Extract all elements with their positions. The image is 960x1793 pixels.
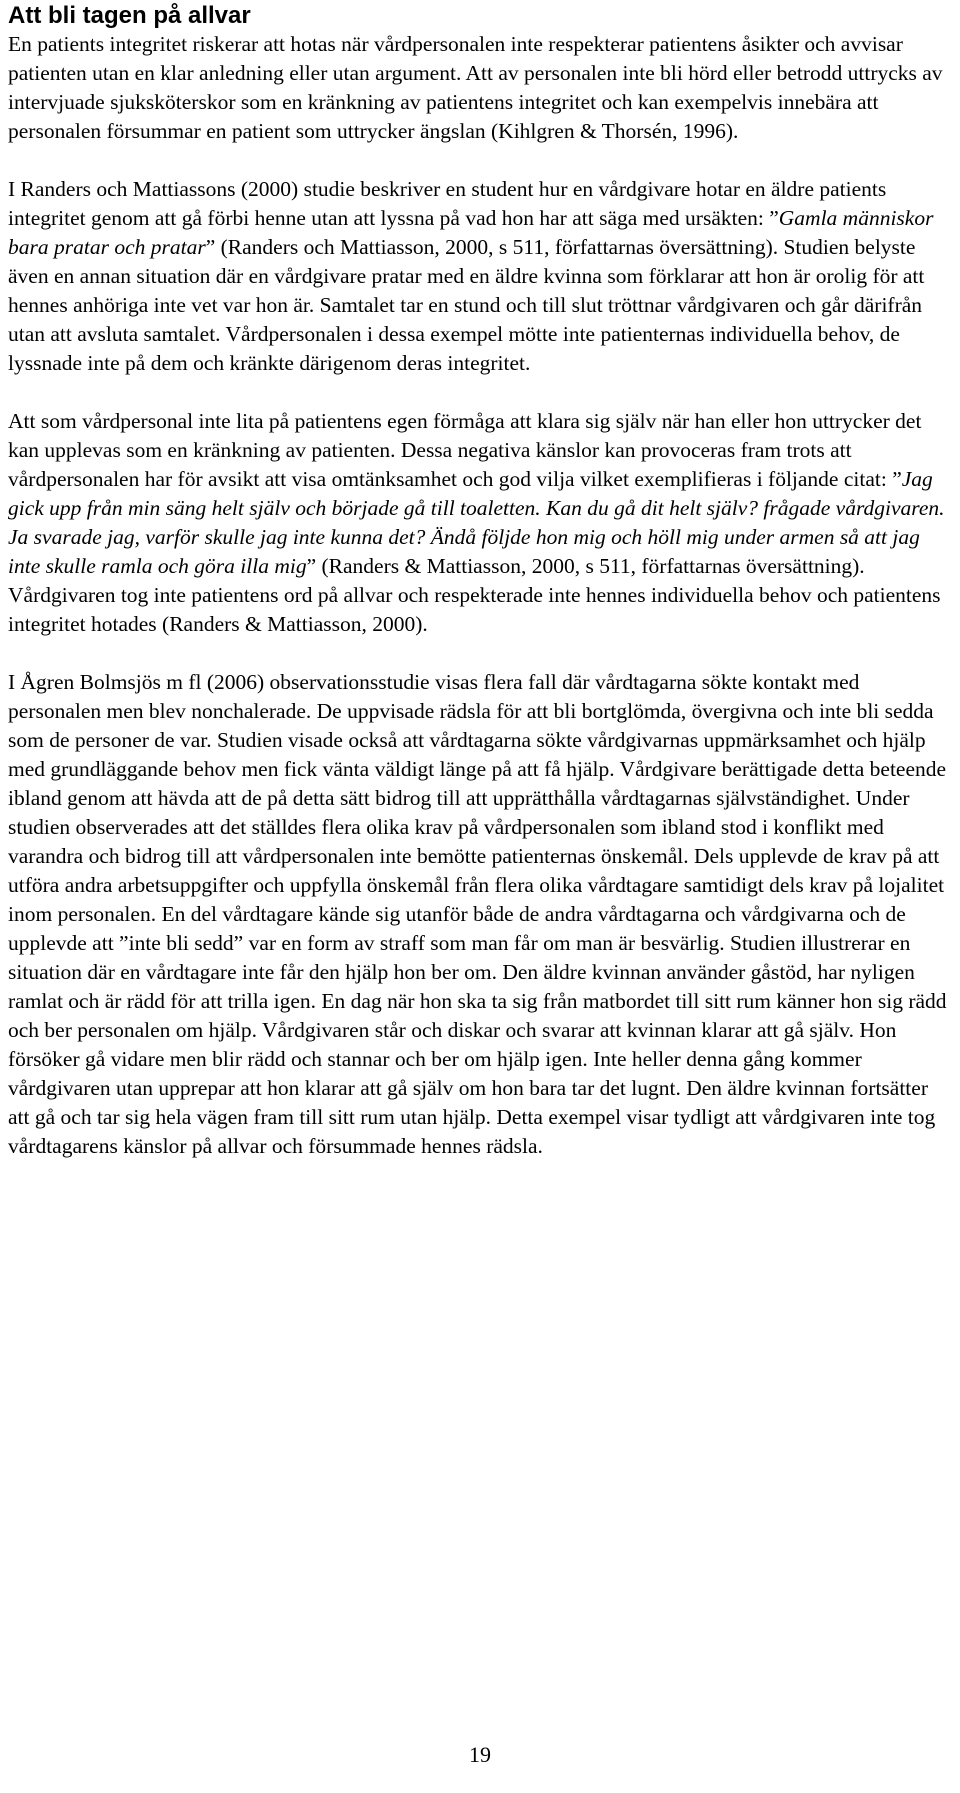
page-number: 19: [469, 1742, 491, 1767]
paragraph-4: [8, 668, 948, 1161]
paragraph-text: Att som vårdpersonal inte lita på patientens egen förmåga att klara sig själv när han eller hon uttrycker det kan upplevas som en kränkning av patienten. Dessa negativa känslor kan provoceras fram trots att vårdpersonalen har för avsikt att visa omtänksamhet och god vilja vilket exemplifieras i följande citat: ”: [8, 409, 922, 491]
paragraph-gap: [8, 378, 948, 407]
paragraph-gap: [8, 639, 948, 668]
document-page: [8, 0, 948, 1161]
paragraph-text: I Randers och Mattiassons (2000) studie beskriver en student hur en vårdgivare hotar en äldre patients integritet genom att gå förbi henne utan att lyssna på vad hon har att säga med ursäkten: ”: [8, 177, 887, 230]
paragraph-text: ” (Randers och Mattiasson, 2000, s 511, författarnas översättning). Studien belyste även en annan situation där en vårdgivare pratar med en äldre kvinna som förklarar att hon är orolig för att hennes anhöriga inte vet var hon är. Samtalet tar en stund och till slut tröttnar vårdgivaren och går därifrån utan att avsluta samtalet. Vårdpersonalen i dessa exempel mötte inte patienternas individuella behov, de lyssnade inte på dem och kränkte därigenom deras integritet.: [8, 235, 925, 375]
paragraph-text: En patients integritet riskerar att hotas när vårdpersonalen inte respekterar patientens åsikter och avvisar patienten utan en klar anledning eller utan argument. Att av personalen inte bli hörd eller betrodd uttrycks av intervjuade sjuksköterskor som en kränkning av patientens integritet och kan exempelvis innebära att personalen försummar en patient som uttrycker ängslan (Kihlgren & Thorsén, 1996).: [8, 32, 943, 143]
section-heading: Att bli tagen på allvar: [8, 2, 251, 29]
paragraph-3: [8, 407, 948, 639]
paragraph-text: ” (Randers & Mattiasson, 2000, s 511, författarnas översättning). Vårdgivaren tog inte patientens ord på allvar och respekterade inte hennes individuella behov och patientens integritet hotades (Randers & Mattiasson, 2000).: [8, 554, 941, 636]
italic-quote: Jag gick upp från min säng helt själv och började gå till toaletten. Kan du gå dit helt själv? frågade vårdgivaren. Ja svarade jag, varför skulle jag inte kunna det? Ändå följde hon mig och höll mig under armen så att jag inte skulle ramla och göra illa mig: [8, 467, 945, 578]
paragraph-gap: [8, 146, 948, 175]
italic-quote: Gamla människor bara pratar och pratar: [8, 206, 934, 259]
paragraph-text: I Ågren Bolmsjös m fl (2006) observationsstudie visas flera fall där vårdtagarna sökte kontakt med personalen men blev nonchalerade. De uppvisade rädsla för att bli bortglömda, övergivna och inte bli sedda som de personer de var. Studien visade också att vårdtagarna sökte vårdgivarnas uppmärksamhet och hjälp med grundläggande behov men fick vänta väldigt länge på att få hjälp. Vårdgivare berättigade detta beteende ibland genom att hävda att de på detta sätt bidrog till att upprätthålla vårdtagarnas självständighet. Under studien observerades att det ställdes flera olika krav på vårdpersonalen som ibland stod i konflikt med varandra och bidrog till att vårdpersonalen inte bemötte patienternas önskemål. Dels upplevde de krav på att utföra andra arbetsuppgifter och uppfylla önskemål från flera olika vårdtagare samtidigt dels krav på lojalitet inom personalen. En del vårdtagare kände sig utanför både de andra vårdtagarna och vårdgivarna och de upplevde att ”inte bli sedd” var en form av straff som man får om man är besvärlig. Studien illustrerar en situation där en vårdtagare inte får den hjälp hon ber om. Den äldre kvinnan använder gåstöd, har nyligen ramlat och är rädd för att trilla igen. En dag när hon ska ta sig från matbordet till sitt rum känner hon sig rädd och ber personalen om hjälp. Vårdgivaren står och diskar och svarar att kvinnan klarar att gå själv. Hon försöker gå vidare men blir rädd och stannar och ber om hjälp igen. Inte heller denna gång kommer vårdgivaren utan upprepar att hon klarar att gå själv om hon bara tar det lugnt. Den äldre kvinnan fortsätter att gå och tar sig hela vägen fram till sitt rum utan hjälp. Detta exempel visar tydligt att vårdgivaren inte tog vårdtagarens känslor på allvar och försummade hennes rädsla.: [8, 670, 947, 1158]
paragraph-2: [8, 175, 948, 378]
paragraph-1: [8, 30, 948, 146]
